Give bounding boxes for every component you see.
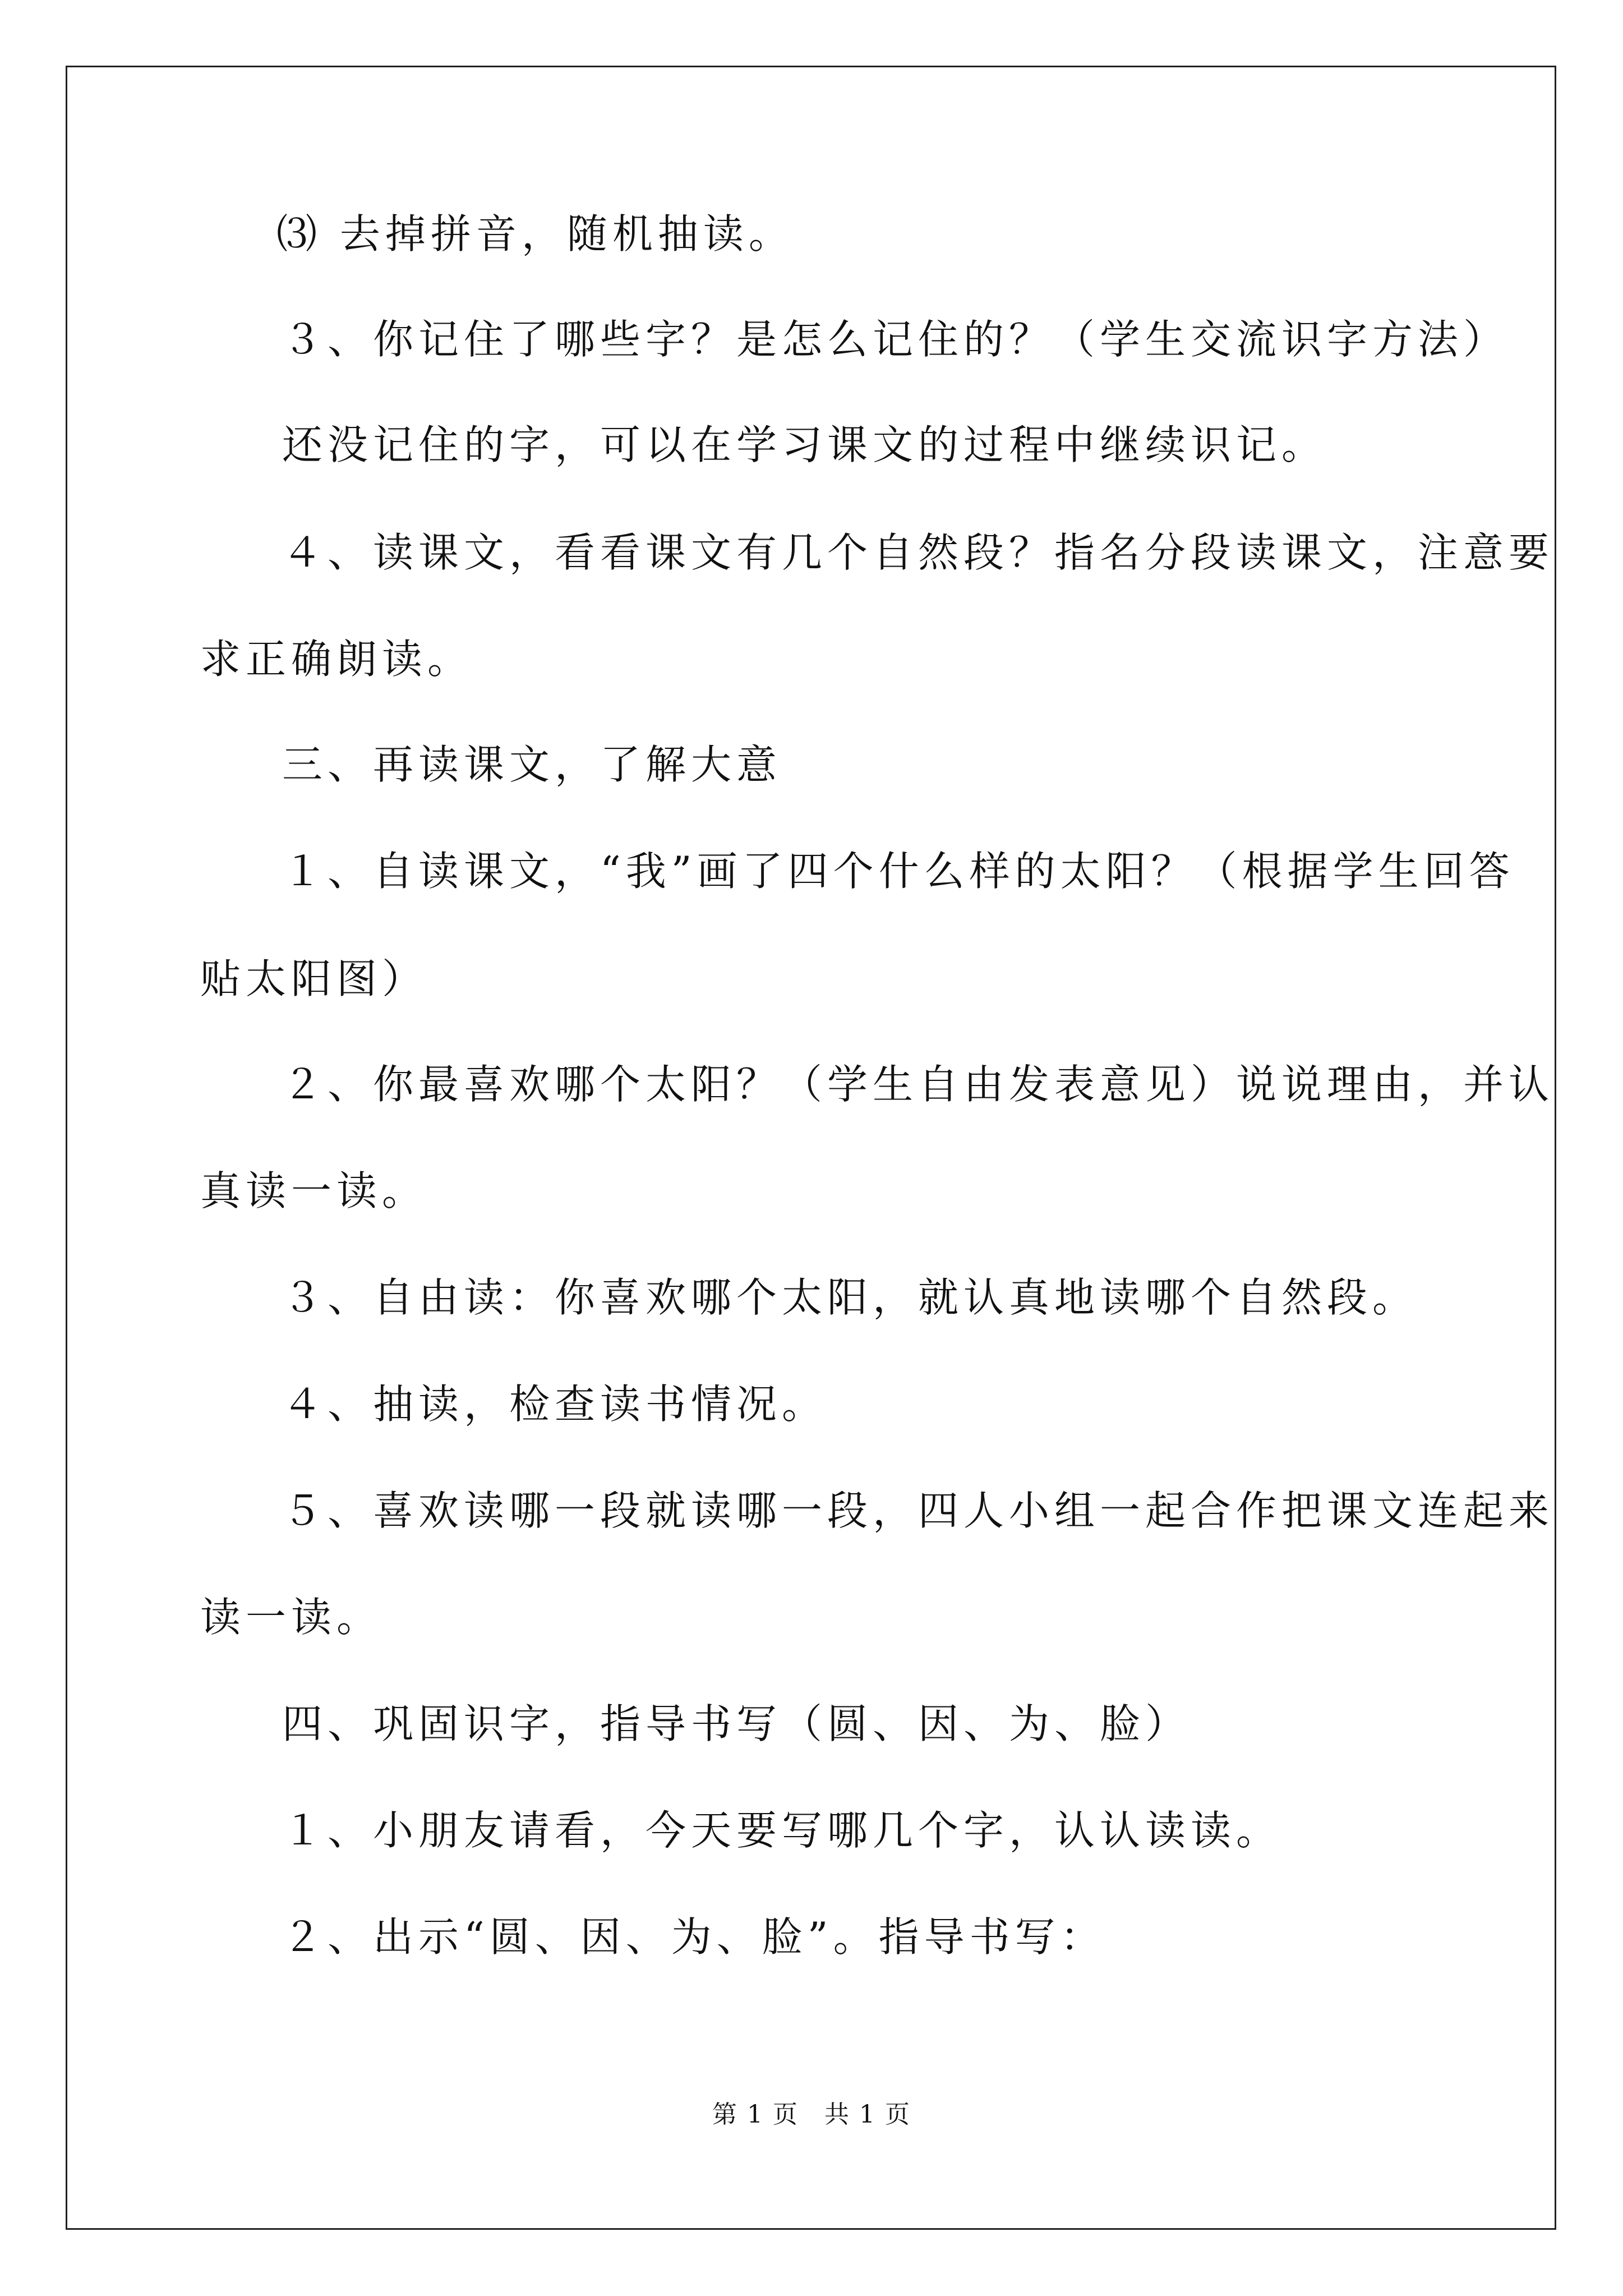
text-line: ４、抽读，检查读书情况。 [282,1381,828,1428]
text-line: ⑶ 去掉拼音，随机抽读。 [276,210,794,257]
page-number-footer: 第 1 页 共 1 页 [712,2100,911,2129]
text-line: ５、喜欢读哪一段就读哪一段，四人小组一起合作把课文连起来 [282,1487,1555,1534]
text-line: 读一读。 [200,1594,382,1641]
section-heading: 三、再读课文，了解大意 [282,741,782,788]
text-line: 真读一读。 [200,1167,428,1214]
text-line: 还没记住的字，可以在学习课文的过程中继续识记。 [282,421,1327,468]
text-line: ４、读课文，看看课文有几个自然段？指名分段读课文，注意要 [282,529,1555,576]
text-line: 贴太阳图） [200,955,428,1002]
text-line: 求正确朗读。 [200,636,473,683]
page-border [66,66,1556,2230]
text-line: １、自读课文，“我”画了四个什么样的太阳？（根据学生回答 [282,848,1515,895]
text-line: ２、出示“圆、因、为、脸”。指导书写： [282,1913,1106,1961]
text-line: ３、自由读：你喜欢哪个太阳，就认真地读哪个自然段。 [282,1274,1418,1321]
section-heading: 四、巩固识字，指导书写（圆、因、为、脸） [282,1700,1191,1747]
text-line: １、小朋友请看，今天要写哪几个字，认认读读。 [282,1807,1282,1854]
text-line: ２、你最喜欢哪个太阳？（学生自由发表意见）说说理由，并认 [282,1061,1555,1108]
text-line: ３、你记住了哪些字？是怎么记住的？（学生交流识字方法） [282,316,1509,363]
